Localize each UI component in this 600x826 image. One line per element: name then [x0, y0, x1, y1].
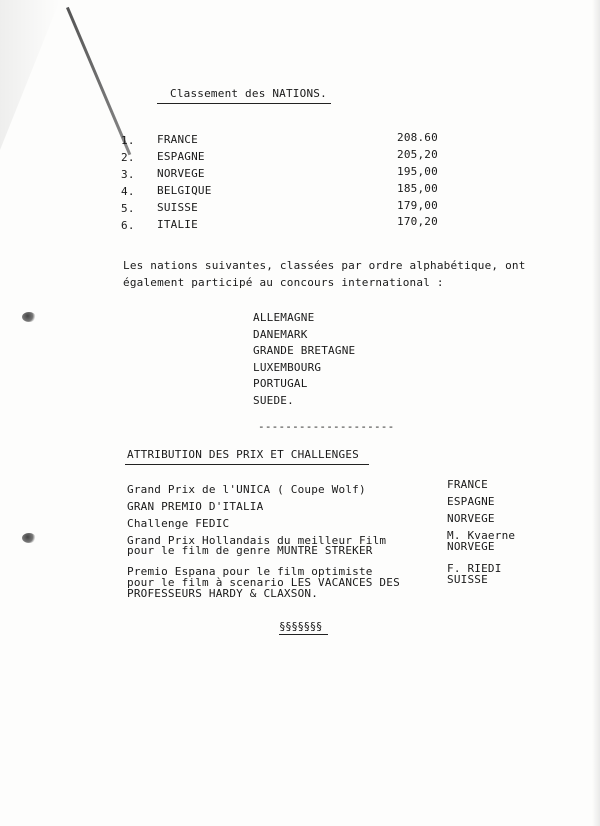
other-nation: SUEDE.	[253, 394, 294, 407]
prizes-title-underline	[125, 464, 369, 465]
rank-score: 208.60	[397, 131, 438, 144]
rank-number: 6.	[121, 219, 135, 232]
other-nation: PORTUGAL	[253, 377, 308, 390]
prize-name: Premio Espana pour le film optimiste	[127, 565, 373, 578]
other-nation: ALLEMAGNE	[253, 311, 315, 324]
prize-winner: ESPAGNE	[447, 495, 495, 508]
other-nation: DANEMARK	[253, 328, 308, 341]
rank-nation: SUISSE	[157, 201, 198, 214]
separator-line: --------------------	[258, 420, 395, 433]
other-nation: LUXEMBOURG	[253, 361, 322, 374]
rank-nation: FRANCE	[157, 133, 198, 146]
rank-number: 5.	[121, 202, 135, 215]
prize-name: GRAN PREMIO D'ITALIA	[127, 500, 264, 513]
prize-winner: NORVEGE	[447, 540, 495, 553]
prize-name: PROFESSEURS HARDY & CLAXSON.	[127, 587, 319, 600]
punch-hole-bottom	[22, 533, 36, 543]
rank-score: 205,20	[397, 148, 438, 161]
title-underline	[157, 103, 331, 104]
rank-nation: ITALIE	[157, 218, 198, 231]
rank-number: 1.	[121, 134, 135, 147]
rank-score: 179,00	[397, 199, 438, 212]
rank-number: 4.	[121, 185, 135, 198]
prize-name: pour le film de genre MUNTRE STREKER	[127, 544, 373, 557]
rank-score: 170,20	[397, 215, 438, 228]
prize-name: Grand Prix de l'UNICA ( Coupe Wolf)	[127, 483, 366, 496]
corner-fold-line	[66, 7, 131, 155]
paragraph-line: également participé au concours international :	[123, 276, 444, 289]
rank-nation: NORVEGE	[157, 167, 205, 180]
prize-name: Challenge FEDIC	[127, 517, 230, 530]
prize-name: Grand Prix Hollandais du meilleur Film	[127, 534, 387, 547]
end-mark-underline	[279, 634, 328, 635]
prize-winner: F. RIEDI	[447, 562, 502, 575]
rank-number: 2.	[121, 151, 135, 164]
other-nation: GRANDE BRETAGNE	[253, 344, 356, 357]
rank-number: 3.	[121, 168, 135, 181]
page-edge-shadow	[592, 0, 600, 826]
rank-score: 185,00	[397, 182, 438, 195]
prize-winner: SUISSE	[447, 573, 488, 586]
end-mark: §§§§§§§	[279, 620, 322, 633]
page-title: Classement des NATIONS.	[170, 87, 327, 100]
rank-nation: BELGIQUE	[157, 184, 212, 197]
rank-score: 195,00	[397, 165, 438, 178]
prize-winner: NORVEGE	[447, 512, 495, 525]
prize-winner: FRANCE	[447, 478, 488, 491]
prize-name: pour le film à scenario LES VACANCES DES	[127, 576, 400, 589]
prizes-title: ATTRIBUTION DES PRIX ET CHALLENGES	[127, 448, 359, 461]
punch-hole-top	[22, 312, 36, 322]
corner-fold-shadow	[0, 0, 60, 150]
prize-winner: M. Kvaerne	[447, 529, 516, 542]
paragraph-line: Les nations suivantes, classées par ordre alphabétique, ont	[123, 259, 526, 272]
rank-nation: ESPAGNE	[157, 150, 205, 163]
